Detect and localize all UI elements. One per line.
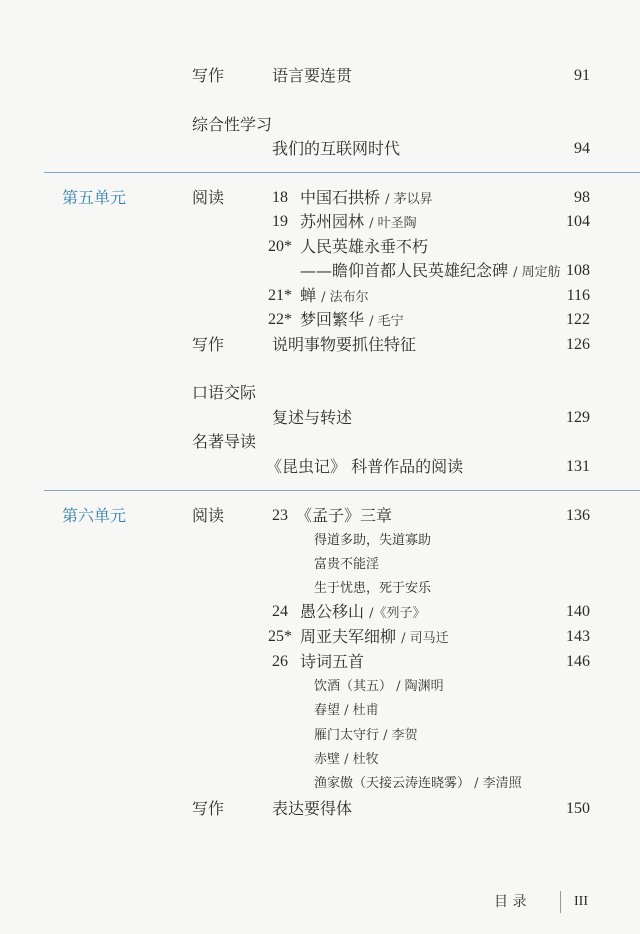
- poem-author: / 杜牧: [344, 752, 379, 767]
- page-number: 91: [574, 67, 590, 84]
- lesson-title: 中国石拱桥 / 茅以昇: [300, 188, 433, 207]
- page-number: 140: [566, 603, 590, 620]
- category-integrated-learning: 综合性学习: [192, 115, 273, 134]
- page-number: 116: [566, 287, 590, 304]
- sub-text: 得道多助，失道寡助: [314, 533, 432, 548]
- poem-entry: 春望 / 杜甫: [314, 703, 379, 718]
- footer-separator: [560, 891, 561, 913]
- lesson-author: / 叶圣陶: [369, 216, 417, 231]
- lesson-number: 22*: [268, 311, 292, 328]
- toc-entry-title: 复述与转述: [272, 408, 353, 427]
- page-number: 131: [566, 458, 590, 475]
- lesson-title: 诗词五首: [300, 652, 365, 671]
- lesson-title: 愚公移山 /《列子》: [300, 602, 426, 621]
- category-reading: 阅读: [192, 506, 225, 525]
- lesson-author: / 周定舫: [513, 265, 561, 280]
- section-divider: [44, 490, 640, 491]
- footer-page-number: III: [574, 894, 588, 909]
- category-writing: 写作: [192, 66, 225, 85]
- lesson-number: 26: [272, 653, 288, 670]
- lesson-author: /《列子》: [369, 606, 426, 621]
- poem-author: / 李清照: [474, 776, 522, 791]
- lesson-title: 蝉 / 法布尔: [300, 286, 369, 305]
- page-number: 143: [566, 628, 590, 645]
- lesson-number: 21*: [268, 287, 292, 304]
- poem-entry: 渔家傲（天接云涛连晓雾） / 李清照: [314, 776, 522, 791]
- page-number: 146: [566, 653, 590, 670]
- lesson-title: 梦回繁华 / 毛宁: [300, 310, 404, 329]
- toc-entry-title: 表达要得体: [272, 799, 353, 818]
- lesson-title: 《孟子》三章: [296, 506, 393, 525]
- lesson-number: 19: [272, 213, 288, 230]
- sub-text: 生于忧患，死于安乐: [314, 581, 432, 596]
- page-number: 104: [566, 213, 590, 230]
- toc-entry-title: 语言要连贯: [272, 66, 353, 85]
- unit-label: 第六单元: [62, 506, 127, 525]
- category-writing: 写作: [192, 335, 225, 354]
- page-number: 136: [566, 507, 590, 524]
- page-number: 150: [566, 800, 590, 817]
- lesson-number: 25*: [268, 628, 292, 645]
- toc-entry-title: 《昆虫记》 科普作品的阅读: [266, 457, 464, 476]
- lesson-number: 18: [272, 189, 288, 206]
- toc-entry-title: 我们的互联网时代: [272, 139, 401, 158]
- lesson-number: 23: [272, 507, 288, 524]
- page-number: 129: [566, 409, 590, 426]
- category-reading: 阅读: [192, 188, 225, 207]
- lesson-title: 人民英雄永垂不朽: [300, 237, 429, 256]
- lesson-author: / 毛宁: [369, 314, 404, 329]
- page-number: 108: [566, 262, 590, 279]
- poem-author: / 杜甫: [344, 703, 379, 718]
- toc-entry-title: 说明事物要抓住特征: [272, 335, 417, 354]
- footer-label: 目 录: [494, 894, 527, 910]
- lesson-title: 苏州园林 / 叶圣陶: [300, 212, 417, 231]
- lesson-subtitle: ——瞻仰首都人民英雄纪念碑 / 周定舫: [300, 261, 561, 280]
- page-number: 122: [566, 311, 590, 328]
- lesson-author: / 法布尔: [321, 290, 369, 305]
- section-divider: [44, 172, 640, 173]
- category-classics: 名著导读: [192, 432, 257, 451]
- lesson-author: / 司马迁: [401, 631, 449, 646]
- unit-label: 第五单元: [62, 188, 127, 207]
- poem-author: / 陶渊明: [396, 679, 444, 694]
- poem-author: / 李贺: [383, 728, 418, 743]
- poem-entry: 雁门太守行 / 李贺: [314, 728, 418, 743]
- poem-entry: 赤壁 / 杜牧: [314, 752, 379, 767]
- page-number: 98: [574, 189, 590, 206]
- page-number: 126: [566, 336, 590, 353]
- lesson-title: 周亚夫军细柳 / 司马迁: [300, 627, 449, 646]
- lesson-number: 24: [272, 603, 288, 620]
- category-writing: 写作: [192, 799, 225, 818]
- lesson-author: / 茅以昇: [385, 192, 433, 207]
- poem-entry: 饮酒（其五） / 陶渊明: [314, 679, 444, 694]
- lesson-number: 20*: [268, 238, 292, 255]
- sub-text: 富贵不能淫: [314, 557, 380, 572]
- category-oral: 口语交际: [192, 383, 257, 402]
- page-number: 94: [574, 140, 590, 157]
